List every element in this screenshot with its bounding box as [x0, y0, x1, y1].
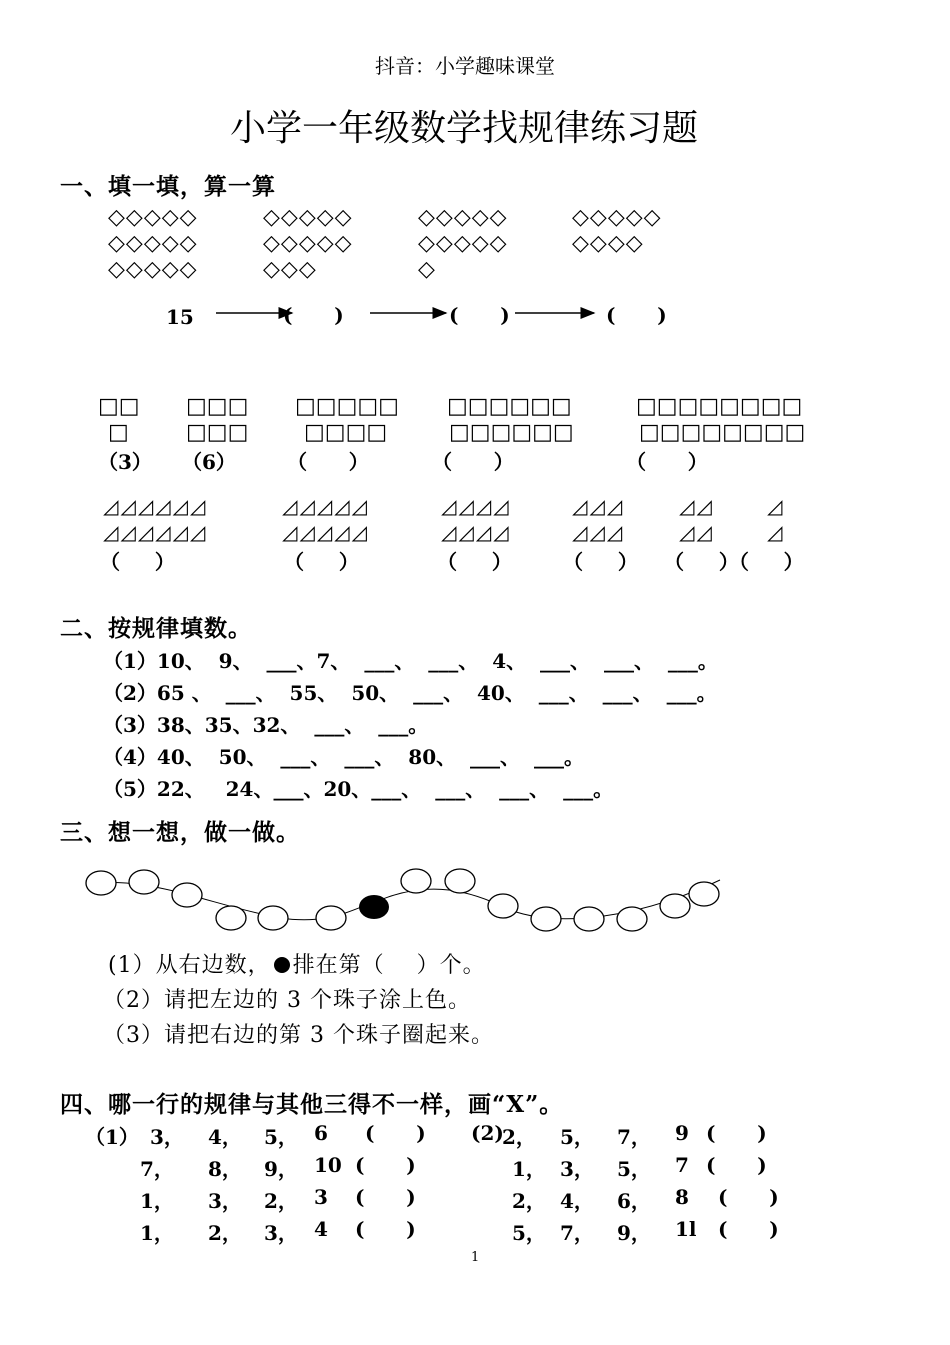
- diamond-group: ◇◇◇◇◇: [418, 205, 508, 230]
- group-2-row-number: 7，: [560, 1221, 594, 1245]
- bead: [445, 869, 475, 893]
- section-4-heading: 四、哪一行的规律与其他三得不一样，画“X”。: [60, 1091, 564, 1118]
- group-2-row-number: 7: [675, 1153, 689, 1177]
- triangle-group: ◿◿◿◿: [441, 494, 511, 518]
- bead-question-1-prefix: (1）从右边数，: [108, 953, 271, 978]
- diamond-group: ◇◇◇◇◇: [418, 231, 508, 256]
- triangle-answer: （ ）: [437, 550, 512, 574]
- bead-question-1-suffix: 排在第（ ）个。: [292, 953, 486, 978]
- diamond-group: ◇◇◇◇◇: [108, 231, 198, 256]
- group-2-row-number: 9，: [617, 1221, 651, 1245]
- section-3-heading: 三、想一想，做一做。: [60, 819, 300, 846]
- diamond-group: ◇◇◇◇◇: [263, 231, 353, 256]
- page-header: 抖音：小学趣味课堂: [375, 54, 555, 78]
- group-1-row-number: 8，: [208, 1157, 242, 1181]
- bead: [258, 906, 288, 930]
- bead-question-2: （2）请把左边的 3 个珠子涂上色。: [103, 988, 471, 1013]
- group-1-row-number: 5，: [264, 1125, 298, 1149]
- square-group: □□□: [186, 420, 249, 445]
- square-answer: （3）: [98, 450, 152, 474]
- square-group: □□□□: [304, 420, 388, 445]
- page-number: 1: [471, 1250, 480, 1265]
- group-1-row-answer-blank: ( ): [355, 1153, 416, 1177]
- triangle-group: ◿◿◿: [572, 520, 625, 544]
- group-2-row-number: 9: [675, 1121, 689, 1145]
- bead: [574, 907, 604, 931]
- sequence-item-1: （1）10、 9、 ___、7、 ___、 ___、 4、 ___、 ___、 ___。: [103, 649, 718, 673]
- group-2-row-answer-blank: ( ): [718, 1185, 779, 1209]
- group-1-row-number: 2，: [264, 1189, 298, 1213]
- group-1-row-number: 3，: [208, 1189, 242, 1213]
- bead: [660, 894, 690, 918]
- triangle-answer: （ ）: [284, 550, 359, 574]
- square-answer: （ ）: [432, 450, 514, 474]
- group-1-row-number: 1，: [140, 1189, 174, 1213]
- group-2-row-answer-blank: ( ): [718, 1217, 779, 1241]
- group-1-row-answer-blank: ( ): [355, 1185, 416, 1209]
- group-1-row-answer-blank: ( ): [355, 1217, 416, 1241]
- flow-blank-2: ( ): [449, 303, 510, 327]
- diamond-group: ◇◇◇◇◇: [108, 257, 198, 282]
- group-2-row-number: 5，: [512, 1221, 546, 1245]
- group-2-row-number: 4，: [560, 1189, 594, 1213]
- triangle-group: ◿◿◿◿◿◿: [103, 494, 208, 518]
- square-group: □□□□□□: [449, 420, 574, 445]
- square-answer: （ ）: [287, 450, 369, 474]
- diamond-group: ◇: [418, 257, 436, 282]
- group-2-row-number: 1l: [675, 1217, 697, 1241]
- square-group: □□: [98, 394, 140, 419]
- section-1-heading: 一、填一填，算一算: [60, 173, 276, 200]
- bead: [531, 907, 561, 931]
- triangle-group: ◿◿◿◿◿: [282, 494, 369, 518]
- group-2-row-number: 2，: [502, 1125, 536, 1149]
- diamond-group: ◇◇◇◇◇: [263, 205, 353, 230]
- group-2-row-number: 5，: [617, 1157, 651, 1181]
- sequence-item-2: （2）65 、 ___、 55、 50、 ___、 40、 ___、 ___、 ___。: [103, 681, 717, 705]
- group-1-row-number: 10: [314, 1153, 342, 1177]
- triangle-group: ◿◿◿◿◿: [282, 520, 369, 544]
- square-group: □□□□□□: [447, 394, 572, 419]
- page-title: 小学一年级数学找规律练习题: [230, 108, 699, 149]
- group-1-row-answer-blank: ( ): [365, 1121, 426, 1145]
- triangle-group: ◿◿◿◿: [441, 520, 511, 544]
- bead: [401, 869, 431, 893]
- triangle-answer: （ ）（ ）: [664, 550, 804, 574]
- sequence-item-4: （4）40、 50、 ___、 ___、 80、 ___、 ___。: [103, 745, 584, 769]
- bead: [172, 883, 202, 907]
- bead: [216, 906, 246, 930]
- bead: [488, 894, 518, 918]
- group-2-label: (2): [471, 1121, 504, 1145]
- square-group: □□□□□: [295, 394, 399, 419]
- group-2-row-number: 6，: [617, 1189, 651, 1213]
- section-2-heading: 二、按规律填数。: [60, 615, 252, 642]
- group-2-row-number: 1，: [512, 1157, 546, 1181]
- group-2-row-answer-blank: ( ): [706, 1121, 767, 1145]
- flow-blank-3: ( ): [606, 303, 667, 327]
- group-1-row-number: 7，: [140, 1157, 174, 1181]
- bead: [316, 906, 346, 930]
- group-1-row-number: 6: [314, 1121, 328, 1145]
- triangle-answer: （ ）: [100, 550, 175, 574]
- triangle-group: ◿: [767, 494, 785, 518]
- bead: [617, 907, 647, 931]
- group-1-row-number: 4，: [208, 1125, 242, 1149]
- triangle-group: ◿◿◿◿◿◿: [103, 520, 208, 544]
- square-group: □□□□□□□□: [639, 420, 806, 445]
- square-answer: （6）: [182, 450, 236, 474]
- bead: [86, 871, 116, 895]
- group-2-row-number: 7，: [617, 1125, 651, 1149]
- square-answer: （ ）: [626, 450, 708, 474]
- bead: [129, 870, 159, 894]
- triangle-group: ◿◿◿: [572, 494, 625, 518]
- diamond-group: ◇◇◇◇◇: [108, 205, 198, 230]
- group-2-row-number: 5，: [560, 1125, 594, 1149]
- group-1-row-number: 4: [314, 1217, 328, 1241]
- square-group: □□□: [186, 394, 249, 419]
- diamond-group: ◇◇◇◇: [572, 231, 644, 256]
- group-2-row-number: 8: [675, 1185, 689, 1209]
- triangle-answer: （ ）: [563, 550, 638, 574]
- diamond-group: ◇◇◇: [263, 257, 317, 282]
- bead-question-1: [108, 948, 486, 979]
- group-1-row-number: 3: [314, 1185, 328, 1209]
- triangle-group: ◿◿: [679, 520, 714, 544]
- triangle-group: ◿◿: [679, 494, 714, 518]
- sequence-item-5: （5）22、 24、___、20、___、 ___、 ___、 ___。: [103, 777, 614, 801]
- square-group: □□□□□□□□: [636, 394, 803, 419]
- square-group: □: [108, 420, 129, 445]
- black-bead: [359, 895, 389, 919]
- bead-question-3: （3）请把右边的第 3 个珠子圈起来。: [103, 1023, 494, 1048]
- group-1-row-number: 1，: [140, 1221, 174, 1245]
- group-2-row-answer-blank: ( ): [706, 1153, 767, 1177]
- group-1-row-number: 3，: [150, 1125, 184, 1149]
- group-1-row-number: 2，: [208, 1221, 242, 1245]
- flow-blank-1: ( ): [283, 303, 344, 327]
- group-1-row-number: 3，: [264, 1221, 298, 1245]
- group-2-row-number: 3，: [560, 1157, 594, 1181]
- sequence-item-3: （3）38、35、32、 ___、 ___。: [103, 713, 429, 737]
- flow-start-number: 15: [166, 305, 194, 329]
- group-1-row-number: 9，: [264, 1157, 298, 1181]
- group-2-row-number: 2，: [512, 1189, 546, 1213]
- diamond-group: ◇◇◇◇◇: [572, 205, 662, 230]
- black-dot-icon: [274, 957, 290, 973]
- triangle-group: ◿: [767, 520, 785, 544]
- group-1-label: （1）: [85, 1125, 139, 1149]
- bead: [689, 882, 719, 906]
